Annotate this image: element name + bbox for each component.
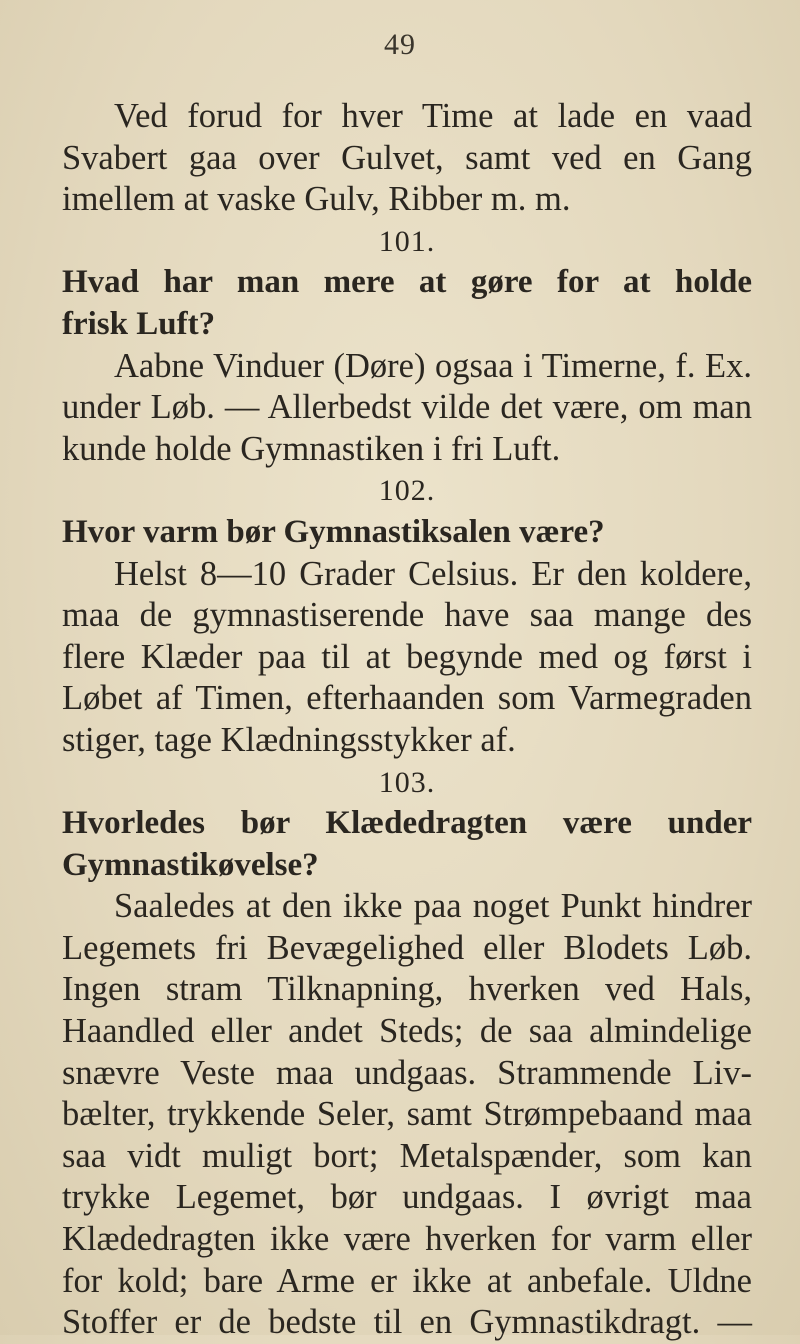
answer-line: Helst 8—10 Grader Celsius. Er den koldere, xyxy=(114,554,752,593)
paragraph-line: Ved forud for hver Time at lade en vaad xyxy=(114,97,752,135)
answer-line: saa vidt muligt bort; Metalspænder, som kan xyxy=(62,1136,752,1175)
answer-line: flere Klæder paa til at begynde med og først i xyxy=(62,637,752,676)
answer-line: snævre Veste maa undgaas. Strammende Liv- xyxy=(62,1053,752,1092)
page-text xyxy=(62,96,752,1344)
answer-line: Legemets fri Bevægelighed eller Blodets Løb. xyxy=(62,928,752,967)
answer-line: kunde holde Gymnastiken i fri Luft. xyxy=(62,429,561,468)
answer-line: maa de gymnastiserende have saa mange des xyxy=(62,596,752,635)
answer-line: Løbet af Timen, efterhaanden som Varmegraden xyxy=(62,679,752,718)
question-heading: Gymnastikøvelse? xyxy=(62,846,319,883)
question-number: 101. xyxy=(378,224,436,258)
question-heading: frisk Luft? xyxy=(62,305,216,342)
question-heading: Hvor varm bør Gymnastiksalen være? xyxy=(62,513,605,550)
answer-line: Klædedragten ikke være hverken for varm eller xyxy=(62,1220,752,1259)
question-number: 102. xyxy=(378,474,436,508)
question-heading: Hvorledes bør Klædedragten være under xyxy=(62,805,752,842)
answer-line: Aabne Vinduer (Døre) ogsaa i Timerne, f. Ex. xyxy=(114,346,752,385)
answer-line: trykke Legemet, bør undgaas. I øvrigt maa xyxy=(62,1178,752,1217)
answer-line: for kold; bare Arme er ikke at anbefale. Uldne xyxy=(62,1261,752,1300)
question-heading: Hvad har man mere at gøre for at holde xyxy=(62,264,752,301)
answer-line: Saaledes at den ikke paa noget Punkt hindrer xyxy=(114,887,752,926)
answer-line: Ingen stram Tilknapning, hverken ved Hals, xyxy=(62,970,752,1009)
answer-line: Stoffer er de bedste til en Gymnastikdragt. — xyxy=(62,1303,752,1342)
question-number: 103. xyxy=(378,765,436,799)
paragraph-line: imellem at vaske Gulv, Ribber m. m. xyxy=(62,180,571,219)
paragraph-line: Svabert gaa over Gulvet, samt ved en Gang xyxy=(62,138,752,177)
answer-line: under Løb. — Allerbedst vilde det være, om man xyxy=(62,388,752,427)
answer-line: Haandled eller andet Steds; de saa almindelige xyxy=(62,1012,752,1051)
answer-line: bælter, trykkende Seler, samt Strømpebaand maa xyxy=(62,1095,752,1134)
page-number: 49 xyxy=(384,28,416,61)
answer-line: stiger, tage Klædningsstykker af. xyxy=(62,720,516,759)
